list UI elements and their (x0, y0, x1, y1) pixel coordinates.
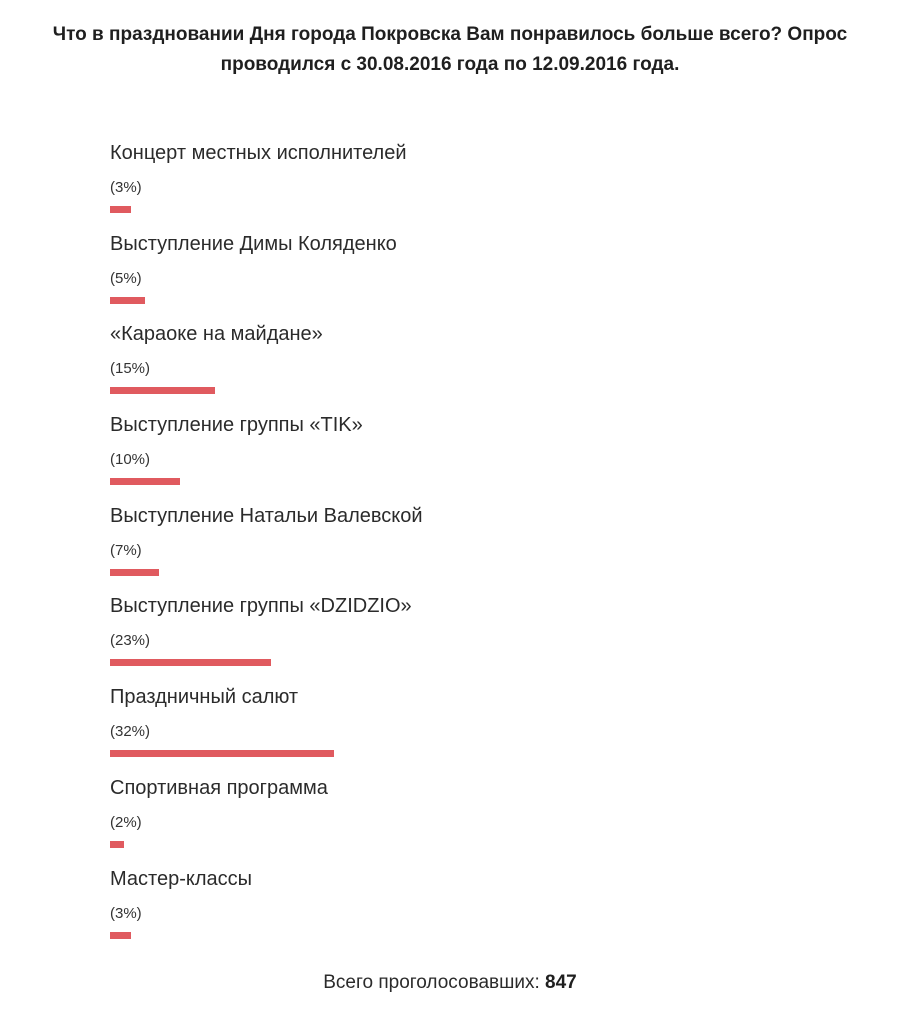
option-label: Спортивная программа (110, 776, 328, 799)
option-label: Выступление группы «DZIDZIO» (110, 595, 412, 618)
option-percent-label: (7%) (110, 541, 142, 559)
option-label: Праздничный салют (110, 686, 299, 709)
option-bar (110, 387, 215, 394)
option-bar-track (110, 478, 810, 485)
option-bar-track (110, 206, 810, 213)
option-percent-label: (5%) (110, 269, 142, 287)
option-percent-label: (23%) (110, 632, 151, 650)
option-bar (110, 206, 131, 213)
option-bar (110, 478, 180, 485)
poll-option (110, 138, 810, 229)
option-bar-track (110, 659, 810, 666)
option-label: Выступление Натальи Валевской (110, 504, 423, 527)
option-bar-track (110, 750, 810, 757)
total-voters (0, 970, 900, 996)
poll-option (110, 410, 810, 501)
poll-question: Что в праздновании Дня города Покровска Вам понравилось больше всего? Опрос проводился с 30.08.2016 года по 12.09.2016 года. (52, 24, 848, 75)
option-bar-track (110, 297, 810, 304)
option-percent-label: (10%) (110, 451, 151, 469)
option-percent-label: (3%) (110, 904, 142, 922)
option-bar (110, 569, 159, 576)
poll-option (110, 501, 810, 592)
option-bar-track (110, 932, 810, 939)
option-label: Выступление Димы Коляденко (110, 232, 397, 255)
option-percent-label: (15%) (110, 360, 151, 378)
poll-options-list (110, 138, 810, 954)
total-voters-count: 847 (545, 972, 577, 993)
option-percent-label: (2%) (110, 813, 142, 831)
poll-option (110, 319, 810, 410)
poll-option (110, 682, 810, 773)
option-label: Концерт местных исполнителей (110, 142, 407, 164)
poll-option (110, 864, 810, 955)
option-bar (110, 297, 145, 304)
option-percent-label: (32%) (110, 723, 151, 741)
total-voters-label: Всего проголосовавших: (323, 972, 540, 993)
poll-option (110, 591, 810, 682)
option-label: Выступление группы «TIK» (110, 414, 363, 437)
option-bar (110, 932, 131, 939)
poll-option (110, 229, 810, 320)
option-bar (110, 750, 334, 757)
option-bar-track (110, 841, 810, 848)
option-bar (110, 659, 271, 666)
option-bar (110, 841, 124, 848)
option-label: «Караоке на майдане» (110, 323, 323, 346)
option-bar-track (110, 569, 810, 576)
option-bar-track (110, 387, 810, 394)
option-label: Мастер-классы (110, 867, 252, 890)
poll-option (110, 773, 810, 864)
option-percent-label: (3%) (110, 179, 142, 196)
